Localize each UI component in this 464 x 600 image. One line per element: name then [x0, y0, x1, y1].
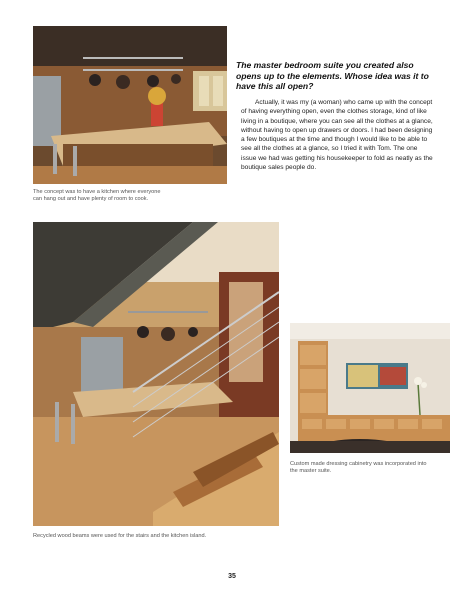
dressing-photo — [290, 323, 450, 453]
kitchen-caption: The concept was to have a kitchen where everyone can hang out and have plenty of room to cook. — [33, 189, 161, 203]
dressing-caption: Custom made dressing cabinetry was incorporated into the master suite. — [290, 461, 427, 475]
interview-answer: Actually, it was my (a woman) who came up with the concept of having everything open, even the clothes storage, kind of like living in a boutique, where you can see all the clothes at a glance, without having to open up drawers or doors. I had been designing a few boutiques at the time and though I would like to be able to see all the clothes at a glance, so I tried it with Tom. The one issue we had was getting his housekeeper to fold as neatly as the boutique sales people do. — [241, 99, 433, 172]
stairs-caption: Recycled wood beams were used for the stairs and the kitchen island. — [33, 533, 207, 539]
staircase-photo — [33, 222, 279, 526]
interview-question: The master bedroom suite you created also opens up to the elements. Whose idea was it to have this all open? — [236, 60, 429, 92]
kitchen-photo — [33, 26, 227, 184]
page-number: 35 — [228, 573, 236, 580]
